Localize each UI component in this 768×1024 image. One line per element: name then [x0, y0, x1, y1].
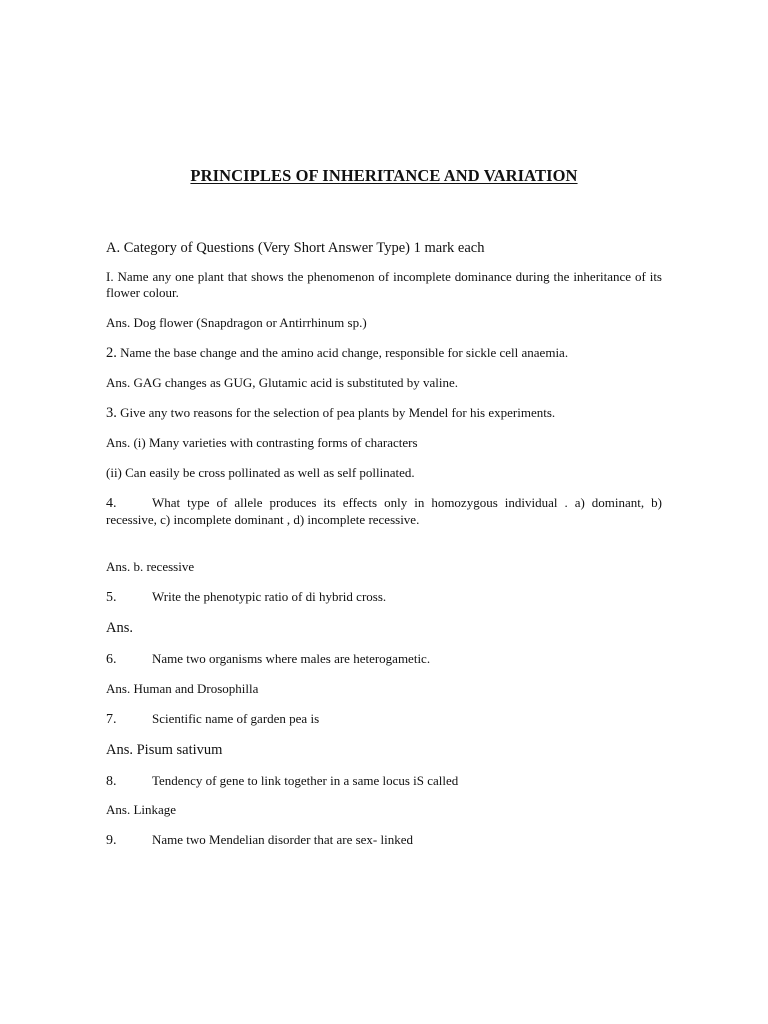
question-7	[106, 711, 662, 728]
question-3	[106, 405, 662, 421]
question-text: What type of allele produces its effects only in homozygous individual . a) dominant, b) recessive, c) incomplete dominant , d) incomplete recessive.	[106, 495, 662, 527]
question-text: Name any one plant that shows the phenomenon of incomplete dominance during the inheritance of its flower colour.	[106, 269, 662, 300]
question-text: Name two Mendelian disorder that are sex- linked	[152, 832, 413, 847]
answer-7: Ans. Pisum sativum	[106, 742, 223, 758]
question-text: Give any two reasons for the selection of pea plants by Mendel for his experiments.	[120, 405, 556, 420]
question-text: Tendency of gene to link together in a same locus iS called	[152, 773, 459, 788]
question-9	[106, 832, 662, 849]
question-number: 9.	[106, 833, 117, 848]
question-number: 4.	[106, 496, 117, 511]
question-number: 7.	[106, 712, 117, 727]
answer-3-line-1: Ans. (i) Many varieties with contrasting forms of characters	[106, 435, 418, 450]
question-8	[106, 773, 662, 790]
question-number: I.	[106, 269, 114, 284]
question-number: 8.	[106, 774, 117, 789]
page-title: PRINCIPLES OF INHERITANCE AND VARIATION	[190, 166, 578, 185]
question-text: Name two organisms where males are heterogametic.	[152, 651, 431, 666]
question-number: 5.	[106, 590, 117, 605]
question-text: Name the base change and the amino acid change, responsible for sickle cell anaemia.	[120, 345, 569, 360]
question-5	[106, 589, 662, 606]
question-text: Scientific name of garden pea is	[152, 711, 320, 726]
answer-1: Ans. Dog flower (Snapdragon or Antirrhinum sp.)	[106, 315, 367, 330]
question-number: 2.	[106, 345, 117, 361]
answer-3-line-2: (ii) Can easily be cross pollinated as well as self pollinated.	[106, 465, 415, 480]
question-4	[106, 495, 662, 528]
answer-5: Ans.	[106, 620, 133, 636]
answer-8: Ans. Linkage	[106, 802, 177, 817]
question-text: Write the phenotypic ratio of di hybrid cross.	[152, 589, 387, 604]
answer-6: Ans. Human and Drosophilla	[106, 681, 259, 696]
answer-4: Ans. b. recessive	[106, 559, 195, 574]
question-number: 3.	[106, 405, 117, 421]
section-heading: A. Category of Questions (Very Short Answer Type) 1 mark each	[106, 240, 485, 256]
question-1	[106, 269, 662, 301]
question-6	[106, 651, 662, 668]
question-number: 6.	[106, 652, 117, 667]
question-2	[106, 345, 662, 361]
answer-2: Ans. GAG changes as GUG, Glutamic acid is substituted by valine.	[106, 375, 459, 390]
